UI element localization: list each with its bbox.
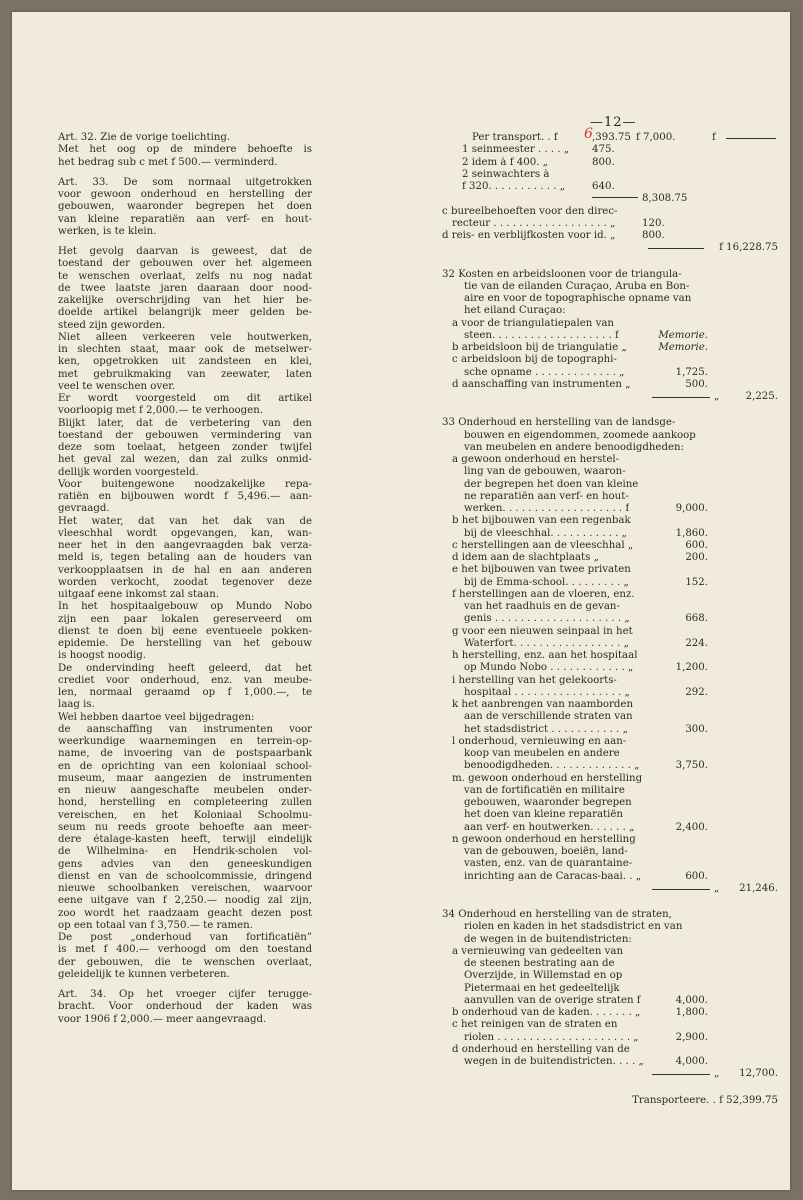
text-line: neer het in den aangevraagden bak verza- xyxy=(58,540,312,551)
row-label: c het reinigen van de straten en xyxy=(452,1019,618,1031)
rule-line xyxy=(726,138,776,140)
budget-section xyxy=(442,909,782,1081)
row-label: genis . . . . . . . . . . . . . . . . . . . . „ xyxy=(464,613,630,625)
budget-row xyxy=(442,293,782,305)
total-row xyxy=(442,883,782,895)
text-line: de aanschaffing van instrumenten voor xyxy=(58,723,312,735)
row-amount: 9,000. xyxy=(675,503,708,514)
budget-row xyxy=(442,675,782,687)
row-amount: 292. xyxy=(685,686,708,698)
row-label: het doen van kleine reparatiën xyxy=(464,809,623,821)
left-column-text xyxy=(58,132,312,1034)
row-label: b arbeidsloon bij de triangulatie „ xyxy=(452,342,627,353)
budget-row xyxy=(442,1044,782,1056)
budget-row xyxy=(442,699,782,711)
budget-row xyxy=(442,773,782,785)
row-label: d reis- en verblijfkosten voor id. „ xyxy=(442,230,616,241)
row-label: het eiland Curaçao: xyxy=(464,305,566,317)
row-label: g voor een nieuwen seinpaal in het xyxy=(452,625,633,637)
row-label: vasten, enz. van de quarantaine- xyxy=(464,858,633,870)
budget-row xyxy=(442,601,782,613)
budget-row xyxy=(442,958,782,970)
budget-row xyxy=(442,269,782,281)
row-label: k het aanbrengen van naamborden xyxy=(452,699,634,710)
text-line: der gebouwen, die te wenschen overlaat, xyxy=(58,956,312,968)
section-total: 21,246. xyxy=(739,882,778,894)
budget-row xyxy=(442,797,782,809)
text-line: epidemie. De herstelling van het gebouw xyxy=(58,638,312,649)
rule-line xyxy=(652,397,710,399)
text-line: zoo wordt het raadzaam geacht dezen post xyxy=(58,907,312,919)
row-amount: 668. xyxy=(685,613,708,625)
text-line: dienst te doen bij eene eventueele pokken- xyxy=(58,625,312,637)
row-label: van het raadhuis en de gevan- xyxy=(464,601,620,612)
text-line: dellijk worden voorgesteld. xyxy=(58,466,199,478)
row-label: hospitaal . . . . . . . . . . . . . . . . . „ xyxy=(464,686,630,698)
row-label: Waterfort. . . . . . . . . . . . . . . . . „ xyxy=(464,637,629,649)
row-label: van de gebouwen, boeiën, land- xyxy=(464,846,628,857)
row-amount: Memorie. xyxy=(658,329,708,341)
text-line: In het hospitaalgebouw op Mundo Nobo xyxy=(58,601,312,613)
row-label: n gewoon onderhoud en herstelling xyxy=(452,833,636,845)
row-amount: 600. xyxy=(685,870,708,882)
row-amount: 500. xyxy=(685,378,708,390)
text-line: ken, opgetrokken uit zandsteen en klei, xyxy=(58,356,312,368)
row-label: benoodigdheden. . . . . . . . . . . . . „ xyxy=(464,760,640,772)
budget-row xyxy=(442,687,782,699)
row-label: d onderhoud en herstelling van de xyxy=(452,1043,630,1055)
text-line: Niet alleen verkeeren vele houtwerken, xyxy=(58,331,312,343)
row-amount: 475. xyxy=(592,144,615,156)
row-label: werken. . . . . . . . . . . . . . . . . . . f xyxy=(464,503,630,514)
budget-row xyxy=(442,983,782,995)
quote-mark: „ xyxy=(714,882,720,894)
text-line: weerkundige waarnemingen en terrein-op- xyxy=(58,736,312,747)
text-line: en de oprichting van een koloniaal school- xyxy=(58,760,312,772)
text-line: Er wordt voorgesteld om dit artikel xyxy=(58,393,312,404)
text-line: het geval zal wezen, dan zal zulks onmid- xyxy=(58,454,312,466)
text-line: ratiën en bijbouwen wordt f 5,496.— aan- xyxy=(58,491,312,502)
transport-label: Per transport. . f xyxy=(472,132,558,143)
row-label: bouwen en eigendommen, zoomede aankoop xyxy=(464,429,696,441)
budget-row xyxy=(442,466,782,478)
budget-row xyxy=(442,638,782,650)
budget-row xyxy=(442,724,782,736)
row-label: recteur . . . . . . . . . . . . . . . . . . „ xyxy=(452,217,616,229)
budget-row xyxy=(442,748,782,760)
budget-row xyxy=(442,613,782,625)
text-line: museum, maar aangezien de instrumenten xyxy=(58,772,312,784)
budget-row xyxy=(442,946,782,958)
budget-row xyxy=(442,1019,782,1031)
row-amount: 152. xyxy=(685,576,708,588)
text-line: de Wilhelmina- en Hendrik-scholen vol- xyxy=(58,846,312,858)
text-line: eene uitgave van f 2,250.— noodig zal zijn, xyxy=(58,895,312,907)
left-paragraph xyxy=(58,246,312,981)
row-label: c herstellingen aan de vleeschhal „ xyxy=(452,539,634,551)
row-amount: 600. xyxy=(685,539,708,551)
text-line: Art. 34. Op het vroeger cijfer terugge- xyxy=(58,989,312,1000)
row-label: c bureelbehoeften voor den direc- xyxy=(442,205,618,217)
row-amount: 1,725. xyxy=(675,366,708,378)
budget-row xyxy=(442,503,782,515)
text-line: Art. 33. De som normaal uitgetrokken xyxy=(58,176,312,188)
text-line: len, normaal geraamd op f 1,000.—, te xyxy=(58,687,312,698)
row-label: van meubelen en andere benoodigdheden: xyxy=(464,441,685,453)
row-label: 32 Kosten en arbeidsloonen voor de triangula- xyxy=(442,268,682,280)
budget-row xyxy=(442,454,782,466)
row-label: aanvullen van de overige straten f xyxy=(464,994,641,1006)
text-line: worden verkocht, zoodat tegenover deze xyxy=(58,576,312,588)
text-line: vereischen, en het Koloniaal Schoolmu- xyxy=(58,809,312,821)
text-line: voor gewoon onderhoud en herstelling der xyxy=(58,189,312,200)
budget-row xyxy=(442,330,782,342)
row-label: aire en voor de topographische opname van xyxy=(464,293,692,304)
budget-row xyxy=(442,540,782,552)
text-line: toestand der gebouwen over het algemeen xyxy=(58,258,312,270)
budget-row xyxy=(442,281,782,293)
budget-row xyxy=(442,846,782,858)
text-line: de twee laatste jaren daaraan door nood- xyxy=(58,282,312,294)
row-label: het stadsdistrict . . . . . . . . . . . „ xyxy=(464,723,628,735)
row-amount: 1,200. xyxy=(675,662,708,674)
row-amount: 224. xyxy=(685,637,708,649)
text-line: dienst en van de schoolcommissie, dringend xyxy=(58,870,312,882)
text-line: seum nu reeds groote behoefte aan meer- xyxy=(58,821,312,833)
row-label: f herstellingen aan de vloeren, enz. xyxy=(452,588,635,600)
transporteere-line: Transporteere. . f 52,399.75 xyxy=(632,1094,778,1106)
budget-row xyxy=(442,367,782,379)
budget-row xyxy=(442,442,782,454)
budget-row xyxy=(442,995,782,1007)
budget-row xyxy=(442,1007,782,1019)
row-label: van de fortificatiën en militaire xyxy=(464,784,625,796)
row-label: aan verf- en houtwerken. . . . . . „ xyxy=(464,821,635,833)
text-line: te wenschen overlaat, zelfs nu nog nadat xyxy=(58,270,312,282)
section-total: f 16,228.75 xyxy=(719,242,778,254)
budget-row xyxy=(442,662,782,674)
text-line: voor 1906 f 2,000.— meer aangevraagd. xyxy=(58,1013,267,1025)
budget-row xyxy=(442,430,782,442)
text-line: met gebruikmaking van zeewater, laten xyxy=(58,368,312,380)
text-line: Wel hebben daartoe veel bijgedragen: xyxy=(58,711,255,723)
text-line: gens advies van den geneeskundigen xyxy=(58,858,312,870)
budget-row xyxy=(442,1032,782,1044)
subtotal-cell xyxy=(592,193,688,205)
budget-row xyxy=(442,342,782,354)
row-amount: 120. xyxy=(642,217,665,229)
text-line: van kleine reparatiën aan verf- en hout- xyxy=(58,213,312,225)
budget-row xyxy=(442,858,782,870)
budget-row xyxy=(442,934,782,946)
row-label: c arbeidsloon bij de topographi- xyxy=(452,354,617,366)
budget-row xyxy=(442,809,782,821)
text-line: bracht. Voor onderhoud der kaden was xyxy=(58,1001,312,1013)
transport-value-3: f xyxy=(712,132,716,143)
budget-row xyxy=(442,206,782,218)
rule-line xyxy=(652,889,710,891)
row-amount: 2,400. xyxy=(675,821,708,833)
budget-row xyxy=(442,736,782,748)
budget-row xyxy=(442,230,782,242)
transport-value: ,393.75 xyxy=(592,132,631,143)
row-label: Pietermaai en het gedeeltelijk xyxy=(464,982,620,994)
row-label: ne reparatiën aan verf- en hout- xyxy=(464,490,629,502)
budget-row xyxy=(442,785,782,797)
budget-row xyxy=(442,909,782,921)
row-label: m. gewoon onderhoud en herstelling xyxy=(452,772,643,784)
text-line: zakelijke overschrijding van het hier be- xyxy=(58,295,312,306)
row-amount: 200. xyxy=(685,552,708,563)
text-line: Met het oog op de mindere behoefte is xyxy=(58,144,312,156)
text-line: laag is. xyxy=(58,699,95,711)
text-line: meld is, tegen betaling aan de houders van xyxy=(58,552,312,564)
row-label: inrichting aan de Caracas-baai. . „ xyxy=(464,870,642,882)
text-line: uitgaaf eene inkomst zal staan. xyxy=(58,589,220,600)
row-label: d aanschaffing van instrumenten „ xyxy=(452,378,631,390)
row-label: de steenen bestrating aan de xyxy=(464,958,615,969)
budget-row xyxy=(442,218,782,230)
left-paragraph xyxy=(58,132,312,169)
text-line: Het gevolg daarvan is geweest, dat de xyxy=(58,246,312,257)
row-label: a voor de triangulatiepalen van xyxy=(452,317,614,329)
total-row xyxy=(442,242,782,254)
row-label: Overzijde, in Willemstad en op xyxy=(464,970,623,982)
text-line: crediet voor onderhoud, enz. van meube- xyxy=(58,674,312,686)
budget-row xyxy=(442,970,782,982)
row-label: bij de vleeschhal. . . . . . . . . . . „ xyxy=(464,527,627,539)
text-line: Art. 32. Zie de vorige toelichting. xyxy=(58,132,231,143)
quote-mark: „ xyxy=(714,391,720,402)
row-label: b onderhoud van de kaden. . . . . . . „ xyxy=(452,1007,641,1018)
budget-row xyxy=(442,1056,782,1068)
row-label: 2 idem à f 400. „ xyxy=(462,156,548,168)
row-label: sche opname . . . . . . . . . . . . . „ xyxy=(464,366,625,378)
quote-mark: „ xyxy=(714,1068,720,1080)
row-amount: 300. xyxy=(685,723,708,735)
row-amount: 640. xyxy=(592,181,615,192)
text-line: Voor buitengewone noodzakelijke repa- xyxy=(58,478,312,490)
left-paragraph xyxy=(58,989,312,1026)
budget-row xyxy=(442,528,782,540)
section-total: 12,700. xyxy=(739,1068,778,1080)
row-label: wegen in de buitendistricten. . . . „ xyxy=(464,1056,644,1067)
budget-row xyxy=(442,626,782,638)
budget-row xyxy=(442,589,782,601)
budget-row xyxy=(442,564,782,576)
row-label: b het bijbouwen van een regenbak xyxy=(452,515,631,527)
text-line: veel te wenschen over. xyxy=(58,380,176,392)
budget-row xyxy=(442,354,782,366)
text-line: hond, herstelling en completeering zullen xyxy=(58,797,312,809)
row-label: ling van de gebouwen, waaron- xyxy=(464,466,626,478)
row-amount: 800. xyxy=(592,156,615,168)
row-label: steen. . . . . . . . . . . . . . . . . . . f xyxy=(464,329,619,341)
row-label: tie van de eilanden Curaçao, Aruba en Bon- xyxy=(464,280,690,292)
row-label: 2 seinwachters à xyxy=(462,168,550,180)
budget-row xyxy=(442,577,782,589)
row-amount: 4,000. xyxy=(675,1056,708,1067)
subtotal-value: 8,308.75 xyxy=(642,193,688,205)
row-label: e het bijbouwen van twee privaten xyxy=(452,564,631,576)
row-label: 34 Onderhoud en herstelling van de straten, xyxy=(442,909,672,920)
row-label: d idem aan de slachtplaats „ xyxy=(452,552,599,563)
row-label: der begrepen het doen van kleine xyxy=(464,478,639,490)
transport-row xyxy=(442,126,782,144)
text-line: gevraagd. xyxy=(58,503,110,515)
budget-row xyxy=(442,834,782,846)
text-line: doelde artikel belangrijk meer gelden be- xyxy=(58,307,312,319)
row-label: h herstelling, enz. aan het hospitaal xyxy=(452,650,638,661)
text-line: Blijkt later, dat de verbetering van den xyxy=(58,417,312,429)
budget-row xyxy=(442,491,782,503)
row-amount: 1,800. xyxy=(675,1007,708,1018)
text-line: nieuwe schoolbanken vereischen, waarvoor xyxy=(58,883,312,894)
text-line: voorloopig met f 2,000.— te verhoogen. xyxy=(58,405,264,417)
text-line: werken, is te klein. xyxy=(58,225,157,237)
row-label: koop van meubelen en andere xyxy=(464,748,620,759)
subtotal-row xyxy=(442,193,782,205)
row-label: 1 seinmeester . . . . „ xyxy=(462,144,570,156)
budget-row xyxy=(442,871,782,883)
text-line: het bedrag sub c met f 500.— verminderd. xyxy=(58,156,278,168)
page-number: —12— xyxy=(590,115,637,130)
rule-line xyxy=(648,248,704,250)
row-label: riolen en kaden in het stadsdistrict en van xyxy=(464,921,683,933)
text-line: steed zijn geworden. xyxy=(58,319,166,331)
text-line: De post „onderhoud van fortificatiën” xyxy=(58,932,312,943)
right-column-budget xyxy=(442,126,782,1107)
row-amount: 4,000. xyxy=(675,994,708,1006)
row-amount: 2,900. xyxy=(675,1031,708,1043)
row-amount: 800. xyxy=(642,230,665,241)
budget-row xyxy=(442,552,782,564)
budget-row xyxy=(442,711,782,723)
total-row xyxy=(442,391,782,403)
row-label: aan de verschillende straten van xyxy=(464,711,633,723)
text-line: geleidelijk te kunnen verbeteren. xyxy=(58,968,230,980)
text-line: vleeschhal wordt opgevangen, kan, wan- xyxy=(58,527,312,539)
row-label: a vernieuwing van gedeelten van xyxy=(452,945,624,957)
text-line: zijn een paar lokalen gereserveerd om xyxy=(58,613,312,625)
transport-value-2: f 7,000. xyxy=(636,132,676,143)
section-total: 2,225. xyxy=(745,391,778,402)
budget-row xyxy=(442,305,782,317)
row-label: f 320. . . . . . . . . . . „ xyxy=(462,181,565,192)
text-line: is hoogst noodig. xyxy=(58,650,147,662)
budget-row xyxy=(442,318,782,330)
budget-section xyxy=(442,417,782,895)
handwritten-correction: 6 xyxy=(584,126,593,142)
text-line: is met f 400.— verhoogd om den toestand xyxy=(58,944,312,956)
text-line: deze som toelaat, hetgeen zonder twijfel xyxy=(58,442,312,453)
text-line: verkoopplaatsen in de hal en aan anderen xyxy=(58,564,312,576)
text-line: en nieuw aangeschafte meubelen onder- xyxy=(58,785,312,796)
row-label: gebouwen, waaronder begrepen xyxy=(464,797,632,808)
budget-row xyxy=(442,760,782,772)
text-line: De ondervinding heeft geleerd, dat het xyxy=(58,662,312,674)
text-line: toestand der gebouwen vermindering van xyxy=(58,429,312,441)
text-line: dere étalage-kasten heeft, terwijl eindelijk xyxy=(58,834,312,845)
text-line: gebouwen, waaronder begrepen het doen xyxy=(58,201,312,213)
row-amount: Memorie. xyxy=(658,342,708,353)
rule-line xyxy=(592,197,638,199)
total-row xyxy=(442,1068,782,1080)
budget-row xyxy=(442,515,782,527)
row-label: bij de Emma-school. . . . . . . . . „ xyxy=(464,576,629,588)
row-label: i herstelling van het gelekoorts- xyxy=(452,674,617,686)
text-line: name, de invoering van de postspaarbank xyxy=(58,748,312,760)
budget-row xyxy=(442,479,782,491)
budget-row xyxy=(442,144,782,156)
row-label: l onderhoud, vernieuwing en aan- xyxy=(452,735,627,747)
row-label: riolen . . . . . . . . . . . . . . . . . . . . . „ xyxy=(464,1031,639,1043)
budget-row xyxy=(442,379,782,391)
text-line: op een totaal van f 3,750.— te ramen. xyxy=(58,919,253,931)
row-amount: 1,860. xyxy=(675,527,708,539)
row-label: de wegen in de buitendistricten: xyxy=(464,933,632,945)
row-label: a gewoon onderhoud en herstel- xyxy=(452,454,620,465)
budget-row xyxy=(442,169,782,181)
budget-row xyxy=(442,650,782,662)
text-line: in slechten staat, maar ook de metselwer- xyxy=(58,344,312,355)
budget-section xyxy=(442,269,782,404)
budget-row xyxy=(442,921,782,933)
budget-row xyxy=(442,822,782,834)
row-amount: 3,750. xyxy=(675,760,708,772)
budget-row xyxy=(442,157,782,169)
left-paragraph xyxy=(58,177,312,238)
row-label: op Mundo Nobo . . . . . . . . . . . . „ xyxy=(464,662,634,674)
text-line: Het water, dat van het dak van de xyxy=(58,515,312,527)
budget-row xyxy=(442,417,782,429)
budget-row xyxy=(442,181,782,193)
row-label: 33 Onderhoud en herstelling van de landsge- xyxy=(442,417,676,429)
rule-line xyxy=(652,1074,710,1076)
document-page xyxy=(12,12,790,1190)
